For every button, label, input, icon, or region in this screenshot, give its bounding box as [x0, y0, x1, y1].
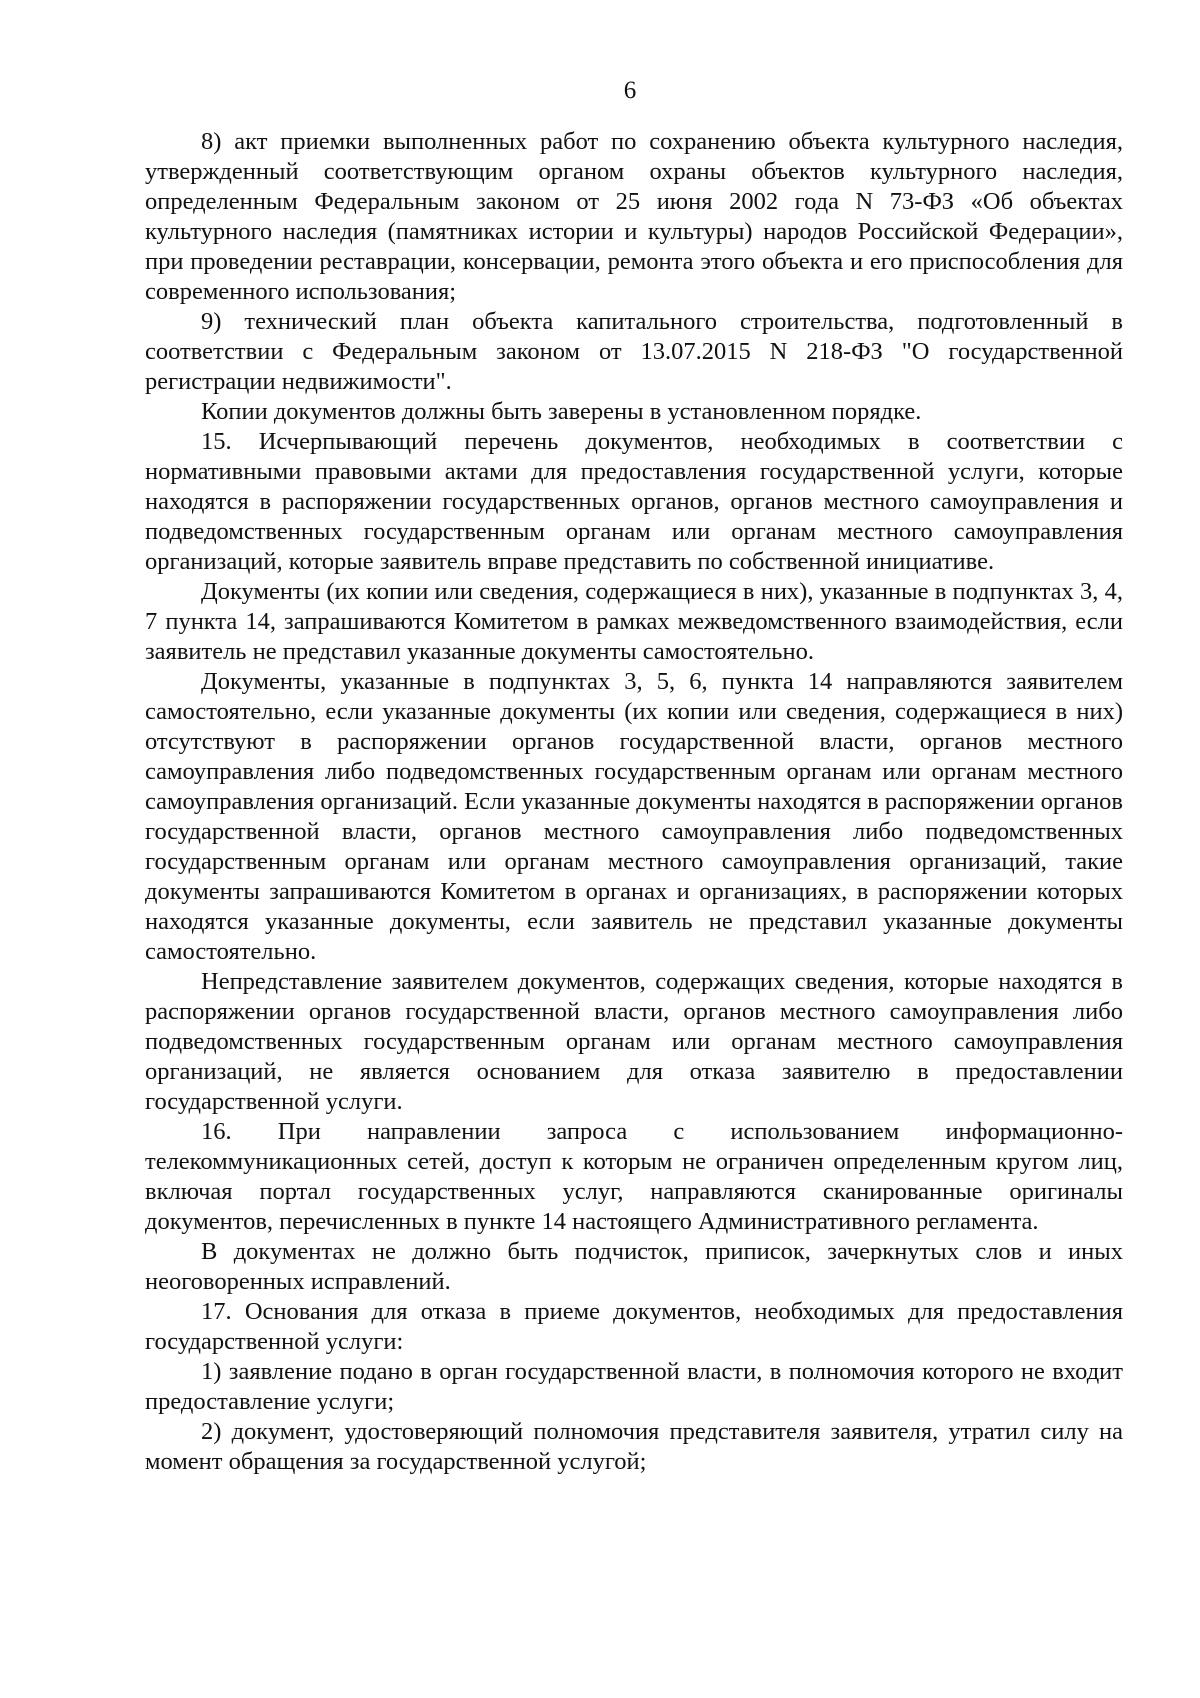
refusal-ground-1-paragraph: 1) заявление подано в орган государственной власти, в полномочия которого не входит предоставление услуги;	[145, 1358, 1123, 1415]
refusal-ground-2-paragraph: 2) документ, удостоверяющий полномочия представителя заявителя, утратил силу на момент обращения за государственной услугой;	[145, 1418, 1123, 1475]
applicant-documents-paragraph: Документы, указанные в подпунктах 3, 5, 6, пункта 14 направляются заявителем самостоятельно, если указанные документы (их копии или сведения, содержащиеся в них) отсутствуют в распоряжении органов государственной власти, органов местного самоуправления либо подведомственных государственным органам или органам местного самоуправления организаций. Если указанные документы находятся в распоряжении органов государственной власти, органов местного самоуправления либо подведомственных государственным органам или органам местного самоуправления организаций, такие документы запрашиваются Комитетом в органах и организациях, в распоряжении которых находятся указанные документы, если заявитель не представил указанные документы самостоятельно.	[145, 668, 1123, 965]
non-submission-paragraph: Непредставление заявителем документов, содержащих сведения, которые находятся в распоряжении органов государственной власти, органов местного самоуправления либо подведомственных государственным органам или органам местного самоуправления организаций, не является основанием для отказа заявителю в предоставлении государственной услуги.	[145, 968, 1123, 1115]
copies-certification-paragraph: Копии документов должны быть заверены в установленном порядке.	[201, 398, 922, 425]
no-corrections-paragraph: В документах не должно быть подчисток, приписок, зачеркнутых слов и иных неоговоренных исправлений.	[145, 1238, 1123, 1295]
item-9-paragraph: 9) технический план объекта капитального строительства, подготовленный в соответствии с Федеральным законом от 13.07.2015 N 218-ФЗ "О государственной регистрации недвижимости".	[145, 308, 1123, 395]
clause-17-paragraph: 17. Основания для отказа в приеме документов, необходимых для предоставления государственной услуги:	[145, 1298, 1123, 1355]
document-body	[145, 127, 1123, 1477]
page-number: 6	[623, 77, 637, 104]
clause-16-paragraph: 16. При направлении запроса с использованием информационно-телекоммуникационных сетей, доступ к которым не ограничен определенным кругом лиц, включая портал государственных услуг, направляются сканированные оригиналы документов, перечисленных в пункте 14 настоящего Административного регламента.	[145, 1118, 1123, 1235]
item-8-paragraph: 8) акт приемки выполненных работ по сохранению объекта культурного наследия, утвержденный соответствующим органом охраны объектов культурного наследия, определенным Федеральным законом от 25 июня 2002 года N 73-ФЗ «Об объектах культурного наследия (памятниках истории и культуры) народов Российской Федерации», при проведении реставрации, консервации, ремонта этого объекта и его приспособления для современного использования;	[145, 128, 1123, 305]
interagency-request-paragraph: Документы (их копии или сведения, содержащиеся в них), указанные в подпунктах 3, 4, 7 пункта 14, запрашиваются Комитетом в рамках межведомственного взаимодействия, если заявитель не представил указанные документы самостоятельно.	[145, 578, 1123, 665]
clause-15-paragraph: 15. Исчерпывающий перечень документов, необходимых в соответствии с нормативными правовыми актами для предоставления государственной услуги, которые находятся в распоряжении государственных органов, органов местного самоуправления и подведомственных государственным органам или органам местного самоуправления организаций, которые заявитель вправе представить по собственной инициативе.	[145, 428, 1123, 575]
